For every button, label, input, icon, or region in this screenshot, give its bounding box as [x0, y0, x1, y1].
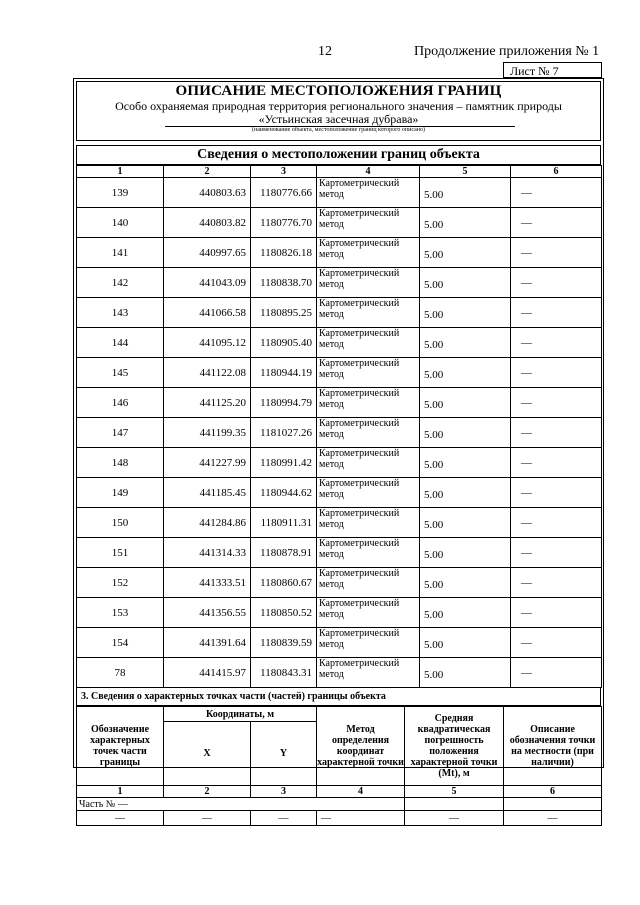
header-block: [76, 81, 601, 141]
table-cell: —: [77, 811, 164, 826]
column-number: 2: [164, 786, 251, 798]
table-cell: 5.00: [420, 538, 511, 568]
table-cell: 5.00: [420, 298, 511, 328]
object-name: «Устьинская засечная дубрава»: [258, 112, 419, 126]
table-cell: 441391.64: [164, 628, 251, 658]
column-header: 6: [511, 166, 602, 178]
table-cell: 441095.12: [164, 328, 251, 358]
table-cell: 150: [77, 508, 164, 538]
table-row: [77, 298, 602, 328]
table-cell: 151: [77, 538, 164, 568]
column-header: 3: [251, 166, 317, 178]
table-cell: 1180878.91: [251, 538, 317, 568]
table-row: [77, 478, 602, 508]
table-cell: 441185.45: [164, 478, 251, 508]
table-cell: 1180895.25: [251, 298, 317, 328]
column-number: 3: [251, 786, 317, 798]
part-data-row: [77, 811, 602, 826]
column-number-row: [77, 786, 602, 798]
column-number: 4: [317, 786, 405, 798]
table-cell: —: [251, 811, 317, 826]
table-cell: —: [511, 418, 602, 448]
table-cell: 1180850.52: [251, 598, 317, 628]
table-cell: Картометрический метод: [317, 448, 420, 478]
header-row-1: [77, 707, 602, 722]
table-cell: 1181027.26: [251, 418, 317, 448]
table-cell: 139: [77, 178, 164, 208]
table-cell: 140: [77, 208, 164, 238]
table-row: [77, 238, 602, 268]
section-title: Сведения о местоположении границ объекта: [76, 145, 601, 165]
method-header: Метод определения координат характерной точки: [317, 707, 405, 786]
column-number: 1: [77, 786, 164, 798]
table-cell: —: [405, 811, 504, 826]
table-cell: —: [511, 388, 602, 418]
table-cell: 1180911.31: [251, 508, 317, 538]
sheet-number-box: Лист № 7: [503, 62, 602, 78]
table-cell: 5.00: [420, 448, 511, 478]
table-cell: 441333.51: [164, 568, 251, 598]
table-row: [77, 328, 602, 358]
table-cell: —: [511, 238, 602, 268]
part-points-table: [76, 706, 602, 826]
description-header: Описание обозначения точки на местности (при наличии): [504, 707, 602, 786]
table-cell: 5.00: [420, 178, 511, 208]
x-header: X: [164, 722, 251, 786]
table-cell: Картометрический метод: [317, 508, 420, 538]
table-cell: —: [511, 478, 602, 508]
document-title: ОПИСАНИЕ МЕСТОПОЛОЖЕНИЯ ГРАНИЦ: [175, 83, 502, 99]
table-cell: 5.00: [420, 658, 511, 688]
table-cell: 441199.35: [164, 418, 251, 448]
table-cell: Картометрический метод: [317, 388, 420, 418]
table-cell: —: [511, 598, 602, 628]
column-number: 6: [504, 786, 602, 798]
part-label-row: [77, 798, 602, 811]
error-header: Средняя квадратическая погрешность положения характерной точки (Mt), м: [405, 707, 504, 786]
object-category: Особо охраняемая природная территория регионального значения – памятник природы: [115, 99, 562, 113]
table-cell: —: [511, 448, 602, 478]
table-cell: Картометрический метод: [317, 298, 420, 328]
table-cell: 142: [77, 268, 164, 298]
table-cell: 1180776.66: [251, 178, 317, 208]
coordinates-header: Координаты, м: [164, 707, 317, 722]
table-cell: 5.00: [420, 418, 511, 448]
table-cell: 441066.58: [164, 298, 251, 328]
table-cell: 78: [77, 658, 164, 688]
table-cell: 1180826.18: [251, 238, 317, 268]
table-cell: 1180994.79: [251, 388, 317, 418]
table-cell: 1180843.31: [251, 658, 317, 688]
column-header: 2: [164, 166, 251, 178]
table-cell: Картометрический метод: [317, 598, 420, 628]
table-cell: 441125.20: [164, 388, 251, 418]
table-cell: —: [511, 628, 602, 658]
table-cell: 5.00: [420, 508, 511, 538]
table-cell: 1180905.40: [251, 328, 317, 358]
page-number: 12: [318, 44, 332, 59]
table-cell: 1180944.62: [251, 478, 317, 508]
table-cell: 5.00: [420, 388, 511, 418]
table-cell: 154: [77, 628, 164, 658]
table-row: [77, 388, 602, 418]
table-cell: 441043.09: [164, 268, 251, 298]
column-header: 5: [420, 166, 511, 178]
table-cell: 1180860.67: [251, 568, 317, 598]
table-cell: 5.00: [420, 358, 511, 388]
table-cell: 441122.08: [164, 358, 251, 388]
table-cell: 5.00: [420, 568, 511, 598]
table-row: [77, 208, 602, 238]
table-cell: Картометрический метод: [317, 178, 420, 208]
table-cell: Картометрический метод: [317, 478, 420, 508]
table-cell: —: [511, 538, 602, 568]
table-row: [77, 178, 602, 208]
table-cell: Картометрический метод: [317, 268, 420, 298]
table-cell: Картометрический метод: [317, 658, 420, 688]
empty-cell: [504, 798, 602, 811]
table-cell: 146: [77, 388, 164, 418]
table-row: [77, 358, 602, 388]
section3-title: 3. Сведения о характерных точках части (частей) границы объекта: [76, 688, 601, 706]
table-cell: Картометрический метод: [317, 358, 420, 388]
table-cell: 1180776.70: [251, 208, 317, 238]
table-cell: 5.00: [420, 328, 511, 358]
table-cell: Картометрический метод: [317, 238, 420, 268]
table-row: [77, 418, 602, 448]
table-cell: 149: [77, 478, 164, 508]
table-cell: 148: [77, 448, 164, 478]
boundary-points-table: [76, 165, 602, 688]
table-header-row: [77, 166, 602, 178]
table-row: [77, 508, 602, 538]
table-cell: 5.00: [420, 478, 511, 508]
table-row: [77, 628, 602, 658]
document-body: [76, 81, 601, 826]
table-cell: 5.00: [420, 628, 511, 658]
table-cell: —: [511, 328, 602, 358]
table-cell: —: [511, 178, 602, 208]
table-cell: 1180944.19: [251, 358, 317, 388]
table-cell: 5.00: [420, 208, 511, 238]
table-row: [77, 268, 602, 298]
table-row: [77, 448, 602, 478]
table-cell: 145: [77, 358, 164, 388]
table-cell: —: [511, 208, 602, 238]
table-cell: 5.00: [420, 268, 511, 298]
table-cell: 440803.82: [164, 208, 251, 238]
table-cell: —: [511, 568, 602, 598]
table-cell: 5.00: [420, 598, 511, 628]
table-cell: 441284.86: [164, 508, 251, 538]
table-cell: 143: [77, 298, 164, 328]
table-cell: Картометрический метод: [317, 538, 420, 568]
part-label: Часть № —: [77, 798, 405, 811]
table-cell: —: [511, 358, 602, 388]
table-cell: —: [317, 811, 405, 826]
table-cell: Картометрический метод: [317, 628, 420, 658]
table-cell: 1180838.70: [251, 268, 317, 298]
table-cell: 153: [77, 598, 164, 628]
table-row: [77, 538, 602, 568]
table-cell: —: [164, 811, 251, 826]
y-header: Y: [251, 722, 317, 786]
designation-header: Обозначение характерных точек части границы: [77, 707, 164, 786]
table-cell: —: [511, 298, 602, 328]
table-cell: 1180991.42: [251, 448, 317, 478]
table-cell: 152: [77, 568, 164, 598]
table-cell: Картометрический метод: [317, 418, 420, 448]
empty-cell: [405, 798, 504, 811]
table-cell: 147: [77, 418, 164, 448]
table-cell: 441356.55: [164, 598, 251, 628]
table-row: [77, 658, 602, 688]
table-cell: —: [511, 268, 602, 298]
column-number: 5: [405, 786, 504, 798]
table-cell: 440803.63: [164, 178, 251, 208]
table-cell: 441314.33: [164, 538, 251, 568]
table-cell: 441415.97: [164, 658, 251, 688]
object-note: (наименование объекта, местоположение границ которого описано): [252, 127, 425, 133]
appendix-label: Продолжение приложения № 1: [414, 44, 600, 59]
table-cell: 5.00: [420, 238, 511, 268]
table-cell: Картометрический метод: [317, 208, 420, 238]
table-cell: —: [511, 508, 602, 538]
table-row: [77, 598, 602, 628]
table-cell: 441227.99: [164, 448, 251, 478]
table-row: [77, 568, 602, 598]
table-cell: 141: [77, 238, 164, 268]
column-header: 4: [317, 166, 420, 178]
table-cell: 440997.65: [164, 238, 251, 268]
table-cell: Картометрический метод: [317, 568, 420, 598]
table-cell: —: [504, 811, 602, 826]
table-cell: 1180839.59: [251, 628, 317, 658]
column-header: 1: [77, 166, 164, 178]
table-cell: 144: [77, 328, 164, 358]
table-cell: Картометрический метод: [317, 328, 420, 358]
table-cell: —: [511, 658, 602, 688]
